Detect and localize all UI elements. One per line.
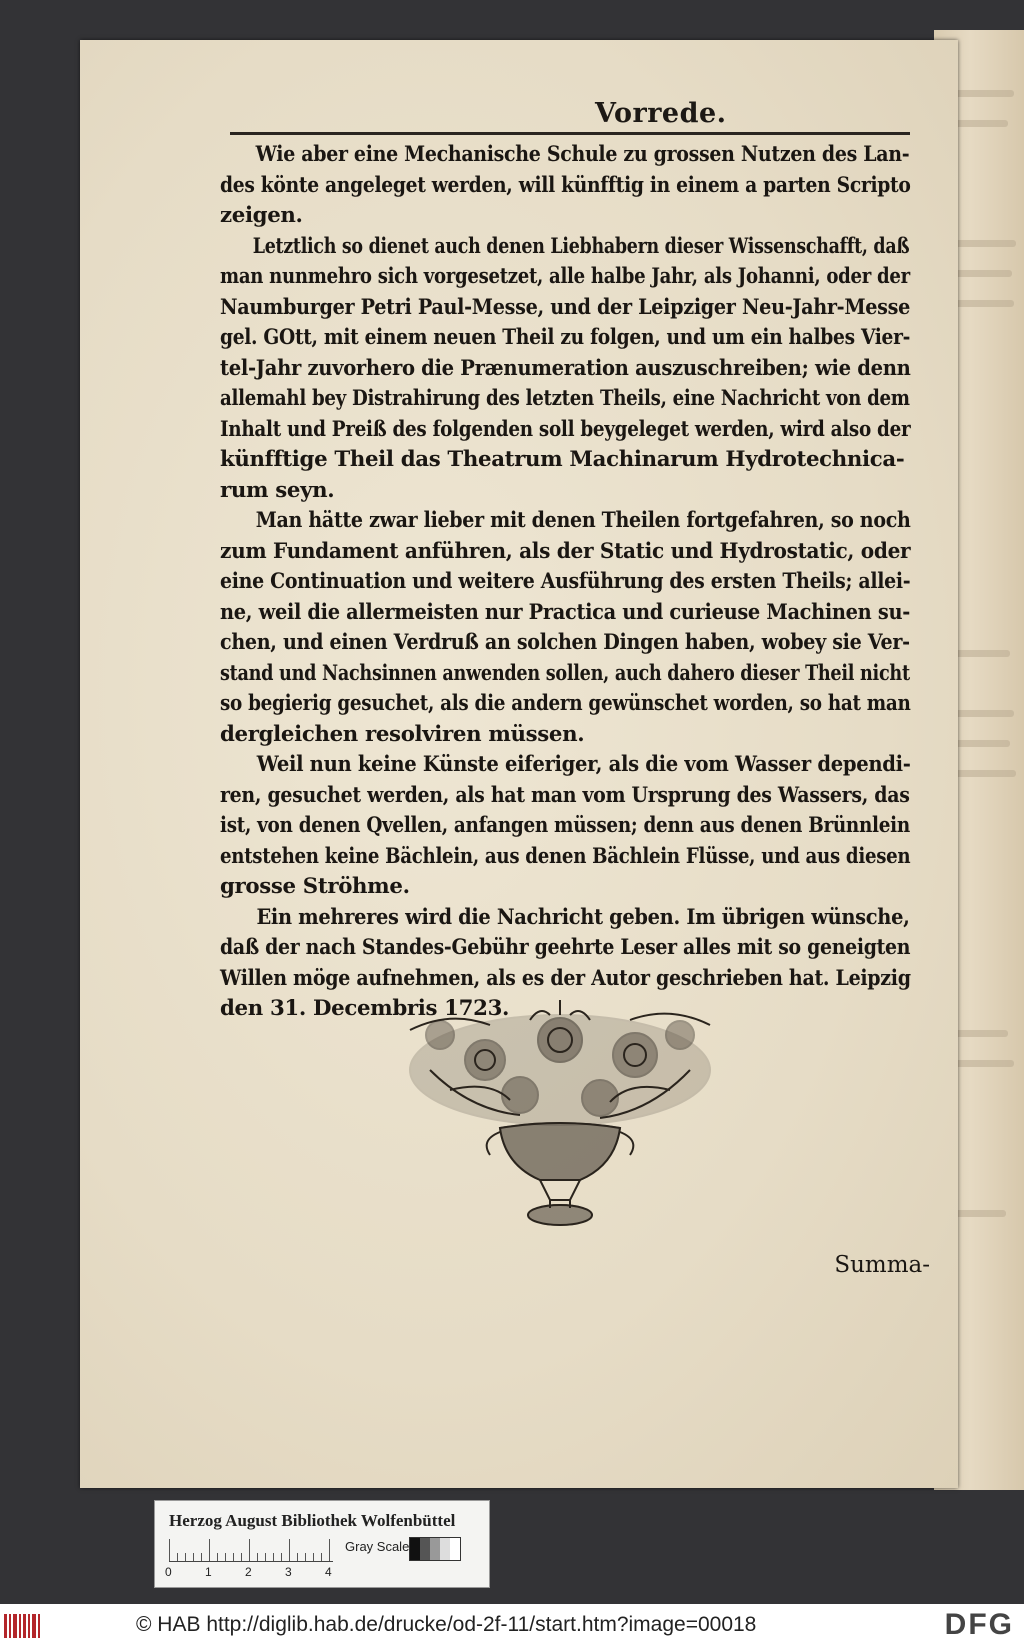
text-line: Ein mehreres wird die Nachricht geben. Im übrigen wünsche, <box>256 904 910 930</box>
text-line: chen, und einen Verdruß an solchen Dingen haben, wobey sie Ver- <box>220 630 910 655</box>
ruler-number: 4 <box>325 1565 332 1579</box>
catchword: Summa- <box>834 1252 930 1278</box>
permalink-url[interactable]: © HAB http://diglib.hab.de/drucke/od-2f-11/start.htm?image=00018 <box>136 1613 757 1636</box>
text-line: grosse Ströhme. <box>220 874 410 899</box>
book-page <box>80 40 958 1488</box>
paragraph <box>220 140 910 232</box>
text-line: Wie aber eine Mechanische Schule zu grossen Nutzen des Lan- <box>255 142 910 167</box>
text-line: ren, gesuchet werden, als hat man vom Ursprung des Wassers, das <box>220 782 910 808</box>
text-line: allemahl bey Distrahirung des letzten Theils, eine Nachricht von dem <box>220 386 910 411</box>
text-line: tel-Jahr zuvorhero die Prænumeration auszuschreiben; wie denn <box>220 355 911 381</box>
text-line: den 31. Decembris 1723. <box>220 996 510 1021</box>
header-rule <box>230 132 910 135</box>
page-header: Vorrede. <box>595 98 727 129</box>
text-line: Inhalt und Preiß des folgenden soll beygeleget werden, wird also der <box>220 416 911 442</box>
text-line: zum Fundament anführen, als der Static und Hydrostatic, oder <box>220 538 911 564</box>
dfg-logo: DFG <box>944 1608 1014 1641</box>
text-line: zeigen. <box>220 203 303 228</box>
text-line: daß der nach Standes-Gebühr geehrte Leser alles mit so geneigten <box>220 935 911 960</box>
body-text <box>220 140 910 1025</box>
paragraph <box>220 232 910 507</box>
text-line: ne, weil die allermeisten nur Practica und curieuse Machinen su- <box>220 599 910 625</box>
text-line: man nunmehro sich vorgesetzet, alle halbe Jahr, als Johanni, oder der <box>220 264 910 289</box>
text-line: Man hätte zwar lieber mit denen Theilen fortgefahren, so noch <box>255 508 911 533</box>
paragraph <box>220 750 910 903</box>
text-line: Willen möge aufnehmen, als es der Autor geschrieben hat. Leipzig <box>220 965 911 991</box>
text-line: Naumburger Petri Paul-Messe, und der Leipziger Neu-Jahr-Messe <box>220 294 911 320</box>
gray-scale-swatches <box>409 1537 461 1561</box>
text-line: eine Continuation und weitere Ausführung des ersten Theils; allei- <box>220 569 911 594</box>
text-line: Weil nun keine Künste eiferiger, als die vom Wasser dependi- <box>256 752 911 777</box>
paragraph <box>220 506 910 750</box>
ruler-number: 1 <box>205 1565 212 1579</box>
flower-vase-ornament <box>390 1000 730 1245</box>
text-line: rum seyn. <box>220 477 335 503</box>
ruler-number: 3 <box>285 1565 292 1579</box>
gray-scale-label: Gray Scale <box>345 1539 410 1554</box>
text-line: stand und Nachsinnen anwenden sollen, auch dahero dieser Theil nicht <box>220 660 910 686</box>
ruler-number: 0 <box>165 1565 172 1579</box>
text-line: entstehen keine Bächlein, aus denen Bächlein Flüsse, und aus diesen <box>220 843 911 869</box>
footer-bar <box>0 1604 1024 1646</box>
barcode-logo-icon <box>4 1612 44 1640</box>
text-line: künfftige Theil das Theatrum Machinarum Hydrotechnica- <box>220 447 905 472</box>
text-line: des könte angeleget werden, will künfftig in einem a parten Scripto <box>220 172 911 198</box>
scale-ruler <box>169 1539 333 1562</box>
library-color-card <box>154 1500 490 1588</box>
library-name: Herzog August Bibliothek Wolfenbüttel <box>169 1511 456 1530</box>
text-line: dergleichen resolviren müssen. <box>220 721 585 747</box>
text-line: gel. GOtt, mit einem neuen Theil zu folgen, und um ein halbes Vier- <box>220 325 911 350</box>
text-line: Letztlich so dienet auch denen Liebhabern dieser Wissenschafft, daß <box>252 233 910 259</box>
text-line: ist, von denen Qvellen, anfangen müssen; denn aus denen Brünnlein <box>220 813 910 838</box>
ruler-number: 2 <box>245 1565 252 1579</box>
text-line: so begierig gesuchet, als die andern gewünschet worden, so hat man <box>220 691 911 716</box>
